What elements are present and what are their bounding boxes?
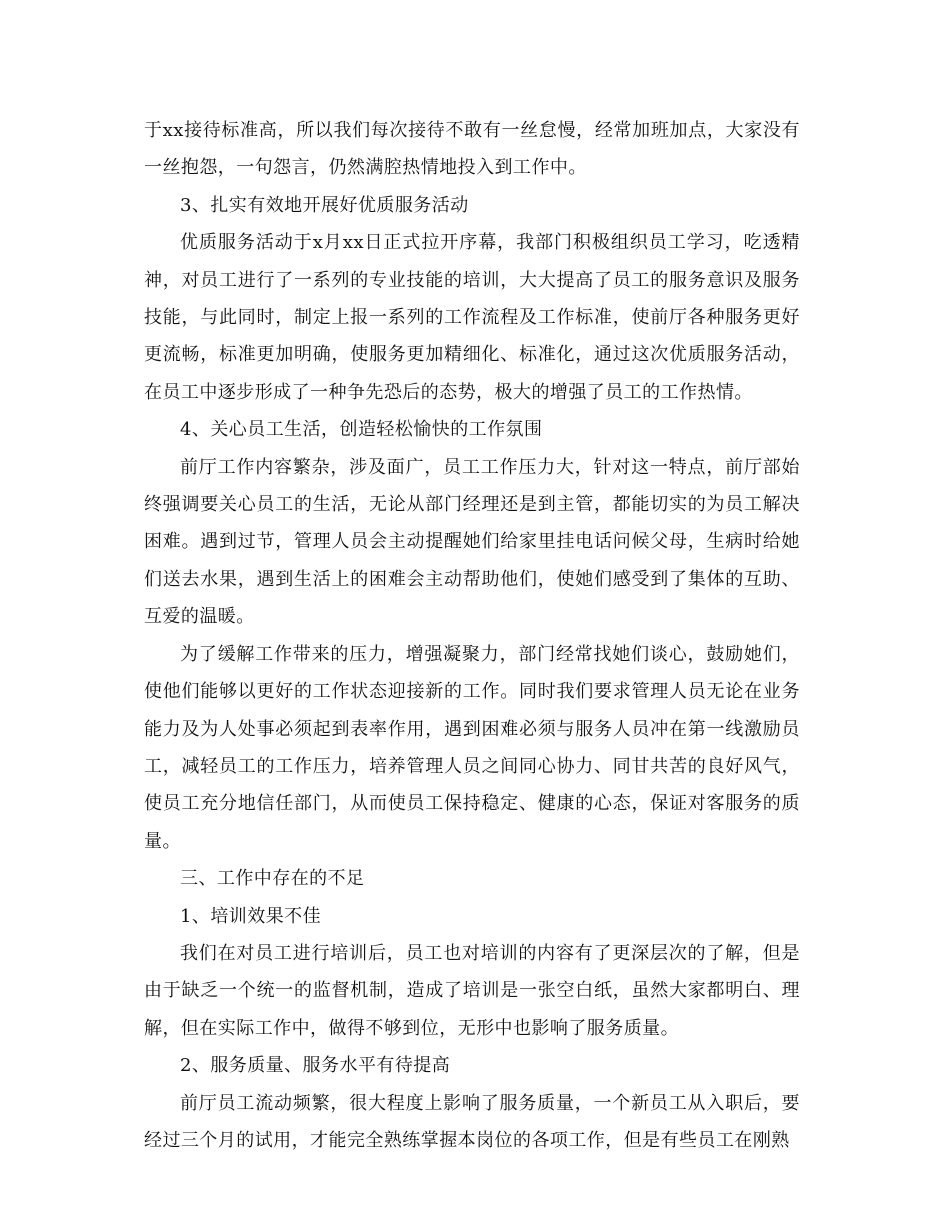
body-paragraph: 前厅员工流动频繁，很大程度上影响了服务质量，一个新员工从入职后，要经过三个月的试用，才能完全熟练掌握本岗位的各项工作，但是有些员工在刚熟 — [144, 1092, 800, 1151]
body-paragraph: 前厅工作内容繁杂，涉及面广，员工工作压力大，针对这一特点，前厅部始终强调要关心员工的生活，无论从部门经理还是到主管，都能切实的为员工解决困难。遇到过节，管理人员会主动提醒她们给家里挂电话问候父母，生病时给她们送去水果，遇到生活上的困难会主动帮助他们，使她们感受到了集体的互助、互爱的温暖。 — [144, 456, 800, 628]
body-paragraph: 我们在对员工进行培训后，员工也对培训的内容有了更深层次的了解，但是由于缺乏一个统一的监督机制，造成了培训是一张空白纸，虽然大家都明白、理解，但在实际工作中，做得不够到位，无形中也影响了服务质量。 — [144, 942, 800, 1039]
section-heading: 4、关心员工生活，创造轻松愉快的工作氛围 — [180, 419, 543, 441]
body-paragraph: 优质服务活动于x月xx日正式拉开序幕，我部门积极组织员工学习，吃透精神，对员工进行了一系列的专业技能的培训，大大提高了员工的服务意识及服务技能，与此同时，制定上报一系列的工作流程及工作标准，使前厅各种服务更好更流畅，标准更加明确，使服务更加精细化、标准化，通过这次优质服务活动，在员工中逐步形成了一种争先恐后的态势，极大的增强了员工的工作热情。 — [144, 232, 800, 403]
document-body — [144, 112, 800, 1159]
body-paragraph: 于xx接待标准高，所以我们每次接待不敢有一丝怠慢，经常加班加点，大家没有一丝抱怨，一句怨言，仍然满腔热情地投入到工作中。 — [144, 120, 800, 179]
body-paragraph: 为了缓解工作带来的压力，增强凝聚力，部门经常找她们谈心，鼓励她们，使他们能够以更好的工作状态迎接新的工作。同时我们要求管理人员无论在业务能力及为人处事必须起到表率作用，遇到困难必须与服务人员冲在第一线激励员工，减轻员工的工作压力，培养管理人员之间同心协力、同甘共苦的良好风气，使员工充分地信任部门，从而使员工保持稳定、健康的心态，保证对客服务的质量。 — [144, 643, 800, 852]
section-heading: 三、工作中存在的不足 — [180, 868, 365, 890]
section-heading: 1、培训效果不佳 — [180, 905, 322, 927]
section-heading: 3、扎实有效地开展好优质服务活动 — [180, 194, 469, 216]
section-heading: 2、服务质量、服务水平有待提高 — [180, 1055, 451, 1077]
